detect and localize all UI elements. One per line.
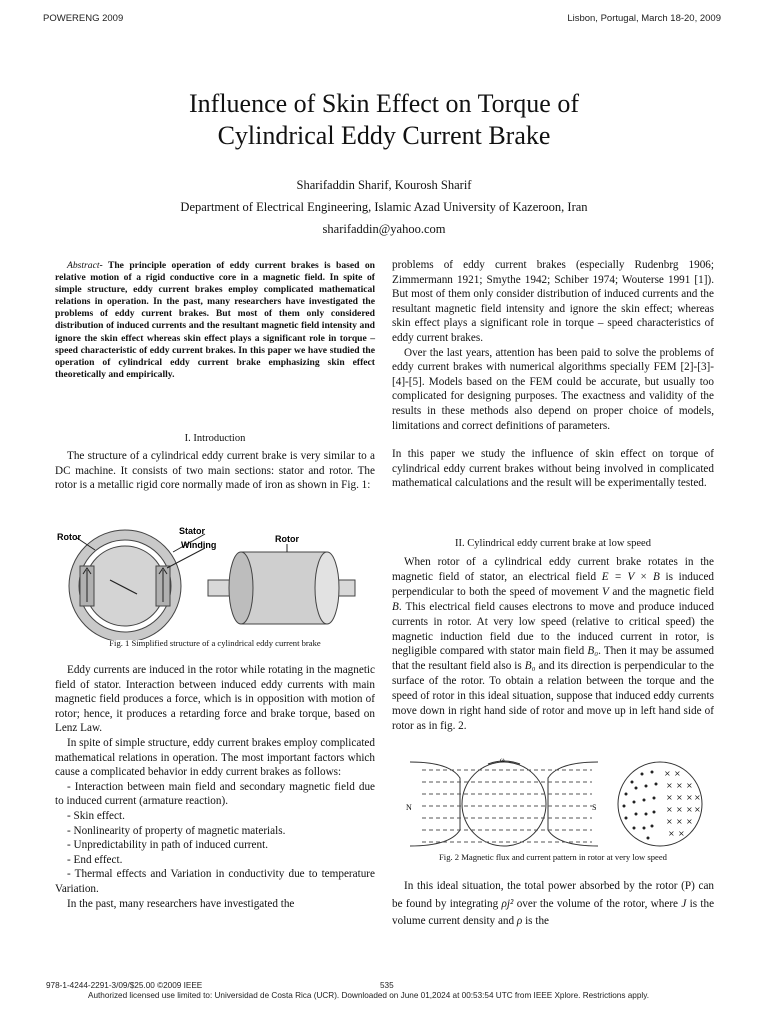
intro-paragraph-3: In spite of simple structure, eddy current brakes employ complicated mathematical relations in operation. The most important factors which cause a complicated behavior in eddy current brakes as follows: [55, 736, 375, 779]
email: sharifaddin@yahoo.com [322, 222, 446, 236]
label-stator: Stator [179, 526, 206, 536]
right-paragraph-2: Over the last years, attention has been paid to solve the problems of eddy current brakes with numerical algorithms specially FEM [2]-[3]-[4]-[5]. Models based on the FEM could be accurate, but usually too complicated for designing purposes. The exactness and validity of the results in these methods also depend on proper choice of models, limitations and correct definitions of parameters. [392, 346, 714, 432]
intro-paragraph-2: Eddy currents are induced in the rotor while rotating in the magnetic field of stator. Interaction between induced eddy currents with main magnetic field produces a force, which is in opposition with motion of rotor; hence, it produces a retarding force and brake torque, based on Lenz Law. [55, 664, 375, 735]
svg-text:×: × [674, 769, 681, 778]
rotor-core [85, 546, 165, 626]
sec2-text-c: and the magnetic field [612, 585, 715, 598]
variable-v: V [602, 585, 609, 598]
power-paragraph [392, 878, 714, 931]
figure-2 [402, 758, 712, 850]
power-text-d: is the [525, 915, 550, 927]
variable-b0: B₀ [587, 645, 599, 658]
label-s: S [592, 803, 597, 812]
svg-text:×: × [694, 805, 701, 814]
svg-text:×: × [694, 793, 701, 802]
intro-paragraph-4: In the past, many researchers have investigated the [67, 897, 295, 910]
intro-paragraph-1: The structure of a cylindrical eddy current brake is very similar to a DC machine. It consists of two main sections: stator and rotor. The rotor is a metallic rigid core normally made of iron as shown in Fig. 1: [55, 450, 375, 492]
authors: Sharifaddin Sharif, Kourosh Sharif [296, 178, 472, 192]
label-n: N [406, 803, 412, 812]
label-omega: ω [500, 758, 505, 764]
fig2-rotor-circle [462, 762, 546, 846]
svg-text:×: × [678, 829, 685, 838]
power-text-a: In this ideal situation, the total power absorbed by the rotor (P) can be found by integrating [392, 880, 714, 910]
sec2-text-e: . Then it may be assumed that the resultant field also is [392, 645, 715, 673]
paper-title [0, 88, 768, 152]
sec2-text-f: and its direction is perpendicular to the surface of the rotor. To obtain a relation between the torque and the speed of rotor in this ideal situation, suppose that induced eddy currents move down in right hand side of rotor and move up in left hand side of rotor as in fig. 2. [392, 660, 715, 732]
svg-text:×: × [666, 781, 673, 790]
variable-b0-repeat: B₀ [524, 660, 536, 673]
figure-1 [55, 522, 375, 640]
factor-item-2: - Skin effect. [67, 809, 125, 822]
power-paragraph-container [392, 878, 714, 931]
sec2-text-d: . This electrical field causes electrons to move and produce induced currents in rotor. At very low speed (relative to critical speed) the magnetic induction field due to the induced current in rotor, is negligible compared with stator main field [392, 600, 714, 658]
figure-2-drawing [402, 758, 712, 850]
svg-text:×: × [668, 829, 675, 838]
pole-s-face [548, 762, 598, 846]
variable-rho: ρ [516, 915, 523, 927]
label-rotor-left: Rotor [57, 532, 81, 542]
factor-item-1: - Interaction between main field and secondary magnetic field due to induced current (armature reaction). [55, 780, 375, 808]
svg-text:×: × [676, 793, 683, 802]
title-line-1: Influence of Skin Effect on Torque of [189, 89, 579, 118]
running-header-right: Lisbon, Portugal, March 18-20, 2009 [567, 13, 721, 24]
svg-text:×: × [686, 793, 693, 802]
factor-item-6: - Thermal effects and Variation in conductivity due to temperature Variation. [55, 868, 375, 895]
variable-b: B [392, 600, 399, 613]
right-paragraph-3: In this paper we study the influence of skin effect on torque of cylindrical eddy current brakes without being involved in complicated mathematical calculations and the result will be experimentally tested. [392, 448, 714, 490]
title-line-2: Cylindrical Eddy Current Brake [217, 121, 551, 150]
sec2-text-a: When rotor of a cylindrical eddy current brake rotates in the magnetic field of stator, an electrical field [392, 556, 714, 583]
section-2-body [392, 555, 714, 734]
svg-text:×: × [686, 805, 693, 814]
factor-item-4: - Unpredictability in path of induced current. [67, 839, 268, 852]
power-text-c: is the volume current density and [392, 897, 715, 927]
current-dots [623, 771, 658, 840]
equation-electric-field: E = V × B [601, 570, 660, 583]
label-rotor-right: Rotor [275, 534, 299, 544]
svg-text:×: × [666, 805, 673, 814]
abstract-text: - The principle operation of eddy current brakes is based on relative motion of a rigid conductive core in a magnetic field. In spite of simple structure, eddy current brakes employ complicated mathematical relations in operation. In the past, many researchers have investigated the problems of eddy current brakes. But most of them only considered distribution of induced currents and the resultant magnetic field intensity and ignore the skin effect whereas skin effect plays a significant role in torque – speed characteristic of eddy current brakes. In this paper we have studied the operation of cylindrical eddy current brake emphasizing skin effect theoretically and empirically. [55, 260, 375, 380]
abstract [55, 260, 375, 381]
factor-item-5: - End effect. [67, 853, 123, 866]
svg-text:×: × [676, 805, 683, 814]
svg-text:×: × [664, 769, 671, 778]
svg-text:×: × [686, 781, 693, 790]
pole-n-face [410, 762, 460, 846]
abstract-label: Abstract [67, 260, 100, 271]
page-number: 535 [380, 981, 394, 990]
label-winding: Winding [181, 540, 217, 550]
factor-item-3: - Nonlinearity of property of magnetic materials. [67, 824, 286, 837]
svg-text:×: × [666, 817, 673, 826]
svg-text:×: × [676, 781, 683, 790]
svg-text:×: × [666, 793, 673, 802]
intro-body-container [55, 663, 375, 911]
section-heading-introduction: I. Introduction [184, 433, 246, 444]
left-column [55, 260, 375, 381]
power-text-b: over the volume of the rotor, where [516, 897, 679, 910]
variable-j: J [681, 897, 687, 910]
affiliation: Department of Electrical Engineering, Islamic Azad University of Kazeroon, Iran [180, 200, 588, 214]
flux-lines [422, 770, 592, 842]
equation-rho-j-squared: ρj² [501, 897, 514, 910]
current-pattern-circle [618, 762, 702, 846]
figure-1-caption: Fig. 1 Simplified structure of a cylindrical eddy current brake [109, 638, 321, 648]
running-header-left: POWERENG 2009 [43, 13, 124, 24]
figure-1-drawing [55, 522, 375, 640]
section-heading-low-speed: II. Cylindrical eddy current brake at low speed [455, 538, 651, 549]
section-2-paragraph [392, 555, 714, 734]
license-notice: Authorized licensed use limited to: Universidad de Costa Rica (UCR). Downloaded on June 01,2024 at 00:53:54 UTC from IEEE Xplore. Restrictions apply. [88, 991, 649, 1000]
footer-isbn: 978-1-4244-2291-3/09/$25.00 ©2009 IEEE [46, 981, 203, 990]
intro-paragraph-1-container [55, 449, 375, 493]
sec2-text-b: is induced perpendicular to both the speed of movement [392, 570, 715, 598]
rotor-cylinder-face [315, 552, 339, 624]
right-column [392, 258, 714, 491]
figure-2-caption: Fig. 2 Magnetic flux and current pattern in rotor at very low speed [439, 852, 667, 862]
rotor-cylinder-end [229, 552, 253, 624]
svg-text:×: × [676, 817, 683, 826]
svg-text:×: × [686, 817, 693, 826]
rotor-cylinder-body [241, 552, 327, 624]
right-paragraph-1: problems of eddy current brakes (especially Rudenbrg 1906; Zimmermann 1921; Smythe 1942; Schiber 1974; Wouterse 1991 [1]). But most of them only consider distribution of induced currents and the resultant magnetic field intensity and ignore the skin effect; whereas skin effect plays a significant role in torque – speed characteristics of eddy current brakes. [392, 259, 714, 344]
